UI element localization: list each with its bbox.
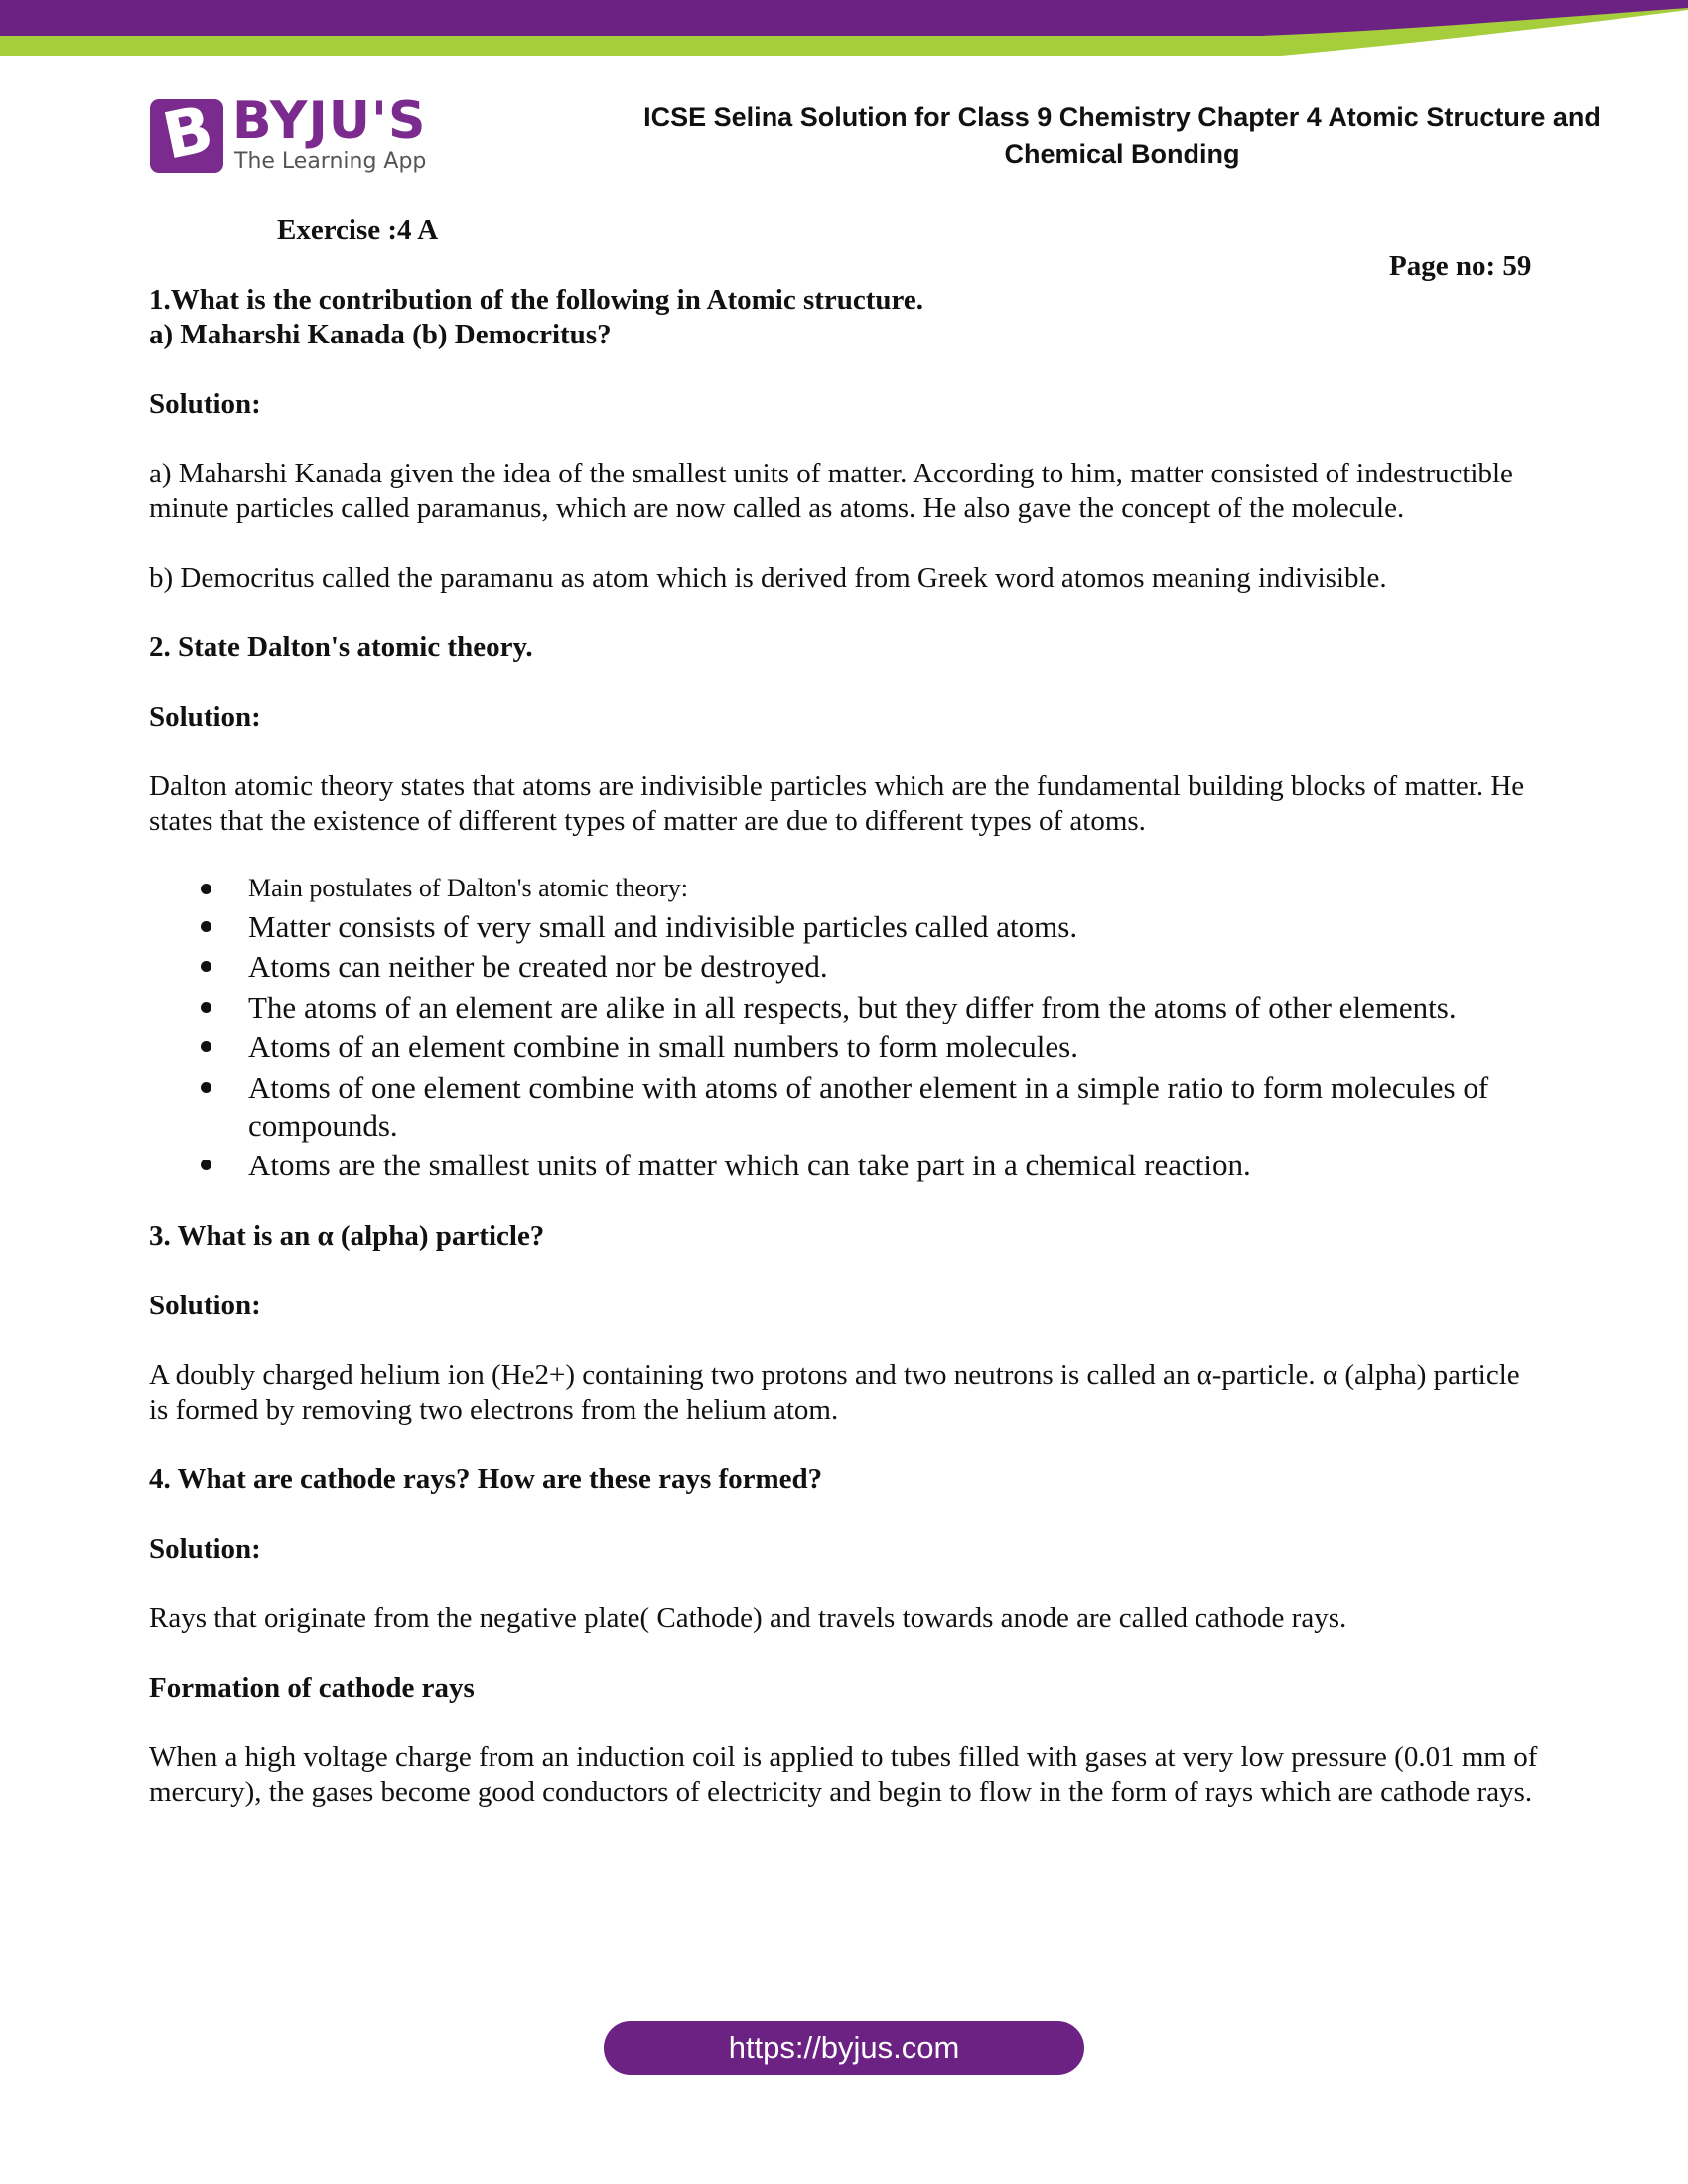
q3-question: 3. What is an α (alpha) particle?	[149, 1220, 545, 1252]
list-item-text: Atoms of one element combine with atoms of another element in a simple ratio to form molecules of compounds.	[248, 1069, 1489, 1143]
list-item	[149, 908, 1539, 946]
list-item-text: Atoms of an element combine in small numbers to form molecules.	[248, 1029, 1078, 1064]
q1-answer-b: b) Democritus called the paramanu as atom which is derived from Greek word atomos meaning indivisible.	[149, 562, 1387, 594]
dalton-postulates-list	[149, 871, 1539, 1184]
list-item	[149, 1069, 1539, 1145]
logo-b-icon	[150, 92, 223, 175]
q1-question-parts: a) Maharshi Kanada (b) Democritus?	[149, 319, 612, 350]
byjus-logo	[147, 91, 445, 185]
q2-question: 2. State Dalton's atomic theory.	[149, 631, 533, 663]
list-item	[149, 1147, 1539, 1184]
list-item-text: The atoms of an element are alike in all respects, but they differ from the atoms of other elements.	[248, 989, 1457, 1024]
list-item-text: Main postulates of Dalton's atomic theory:	[248, 874, 688, 902]
bullet-icon	[201, 884, 211, 894]
page-number: Page no: 59	[1389, 250, 1532, 282]
bullet-icon	[201, 1002, 211, 1013]
list-item	[149, 871, 1539, 905]
bullet-icon	[201, 1160, 211, 1170]
q2-answer: Dalton atomic theory states that atoms are indivisible particles which are the fundamental building blocks of matter. He states that the existence of different types of matter are due to different types of atoms.	[149, 770, 1525, 837]
q4-formation: When a high voltage charge from an induction coil is applied to tubes filled with gases at very low pressure (0.01 mm of mercury), the gases become good conductors of electricity and begin to flow in the form of rays which are cathode rays.	[149, 1741, 1538, 1808]
q1-solution-label: Solution:	[149, 388, 261, 420]
website-link[interactable]: https://byjus.com	[604, 2021, 1084, 2075]
bullet-icon	[201, 1082, 211, 1093]
list-item	[149, 1028, 1539, 1066]
logo-tagline: The Learning App	[234, 149, 427, 174]
q1-question: 1.What is the contribution of the following in Atomic structure.	[149, 284, 924, 316]
bullet-icon	[201, 1041, 211, 1052]
list-item-text: Matter consists of very small and indivisible particles called atoms.	[248, 908, 1078, 944]
list-item-text: Atoms are the smallest units of matter which can take part in a chemical reaction.	[248, 1148, 1251, 1182]
logo-brand-name: BYJU'S	[232, 91, 427, 151]
exercise-label: Exercise :4 A	[277, 214, 439, 246]
main-content	[149, 283, 1539, 1810]
q4-subheading: Formation of cathode rays	[149, 1672, 475, 1704]
list-item-text: Atoms can neither be created nor be destroyed.	[248, 949, 828, 984]
q3-solution-label: Solution:	[149, 1290, 261, 1321]
q4-question: 4. What are cathode rays? How are these rays formed?	[149, 1463, 823, 1495]
document-header-title: ICSE Selina Solution for Class 9 Chemistry Chapter 4 Atomic Structure and Chemical Bonding	[643, 102, 1601, 169]
top-decorative-band	[0, 0, 1688, 60]
q2-solution-label: Solution:	[149, 701, 261, 733]
q3-answer: A doubly charged helium ion (He2+) containing two protons and two neutrons is called an α-particle. α (alpha) particle is formed by removing two electrons from the helium atom.	[149, 1359, 1520, 1426]
list-item	[149, 948, 1539, 986]
q4-answer: Rays that originate from the negative plate( Cathode) and travels towards anode are called cathode rays.	[149, 1602, 1347, 1634]
bullet-icon	[201, 921, 211, 932]
q1-answer-a: a) Maharshi Kanada given the idea of the smallest units of matter. According to him, matter consisted of indestructible minute particles called paramanus, which are now called as atoms. He also gave the concept of the molecule.	[149, 458, 1513, 524]
bullet-icon	[201, 961, 211, 972]
q4-solution-label: Solution:	[149, 1533, 261, 1565]
logo-letter: B	[156, 92, 219, 175]
list-item	[149, 989, 1539, 1026]
